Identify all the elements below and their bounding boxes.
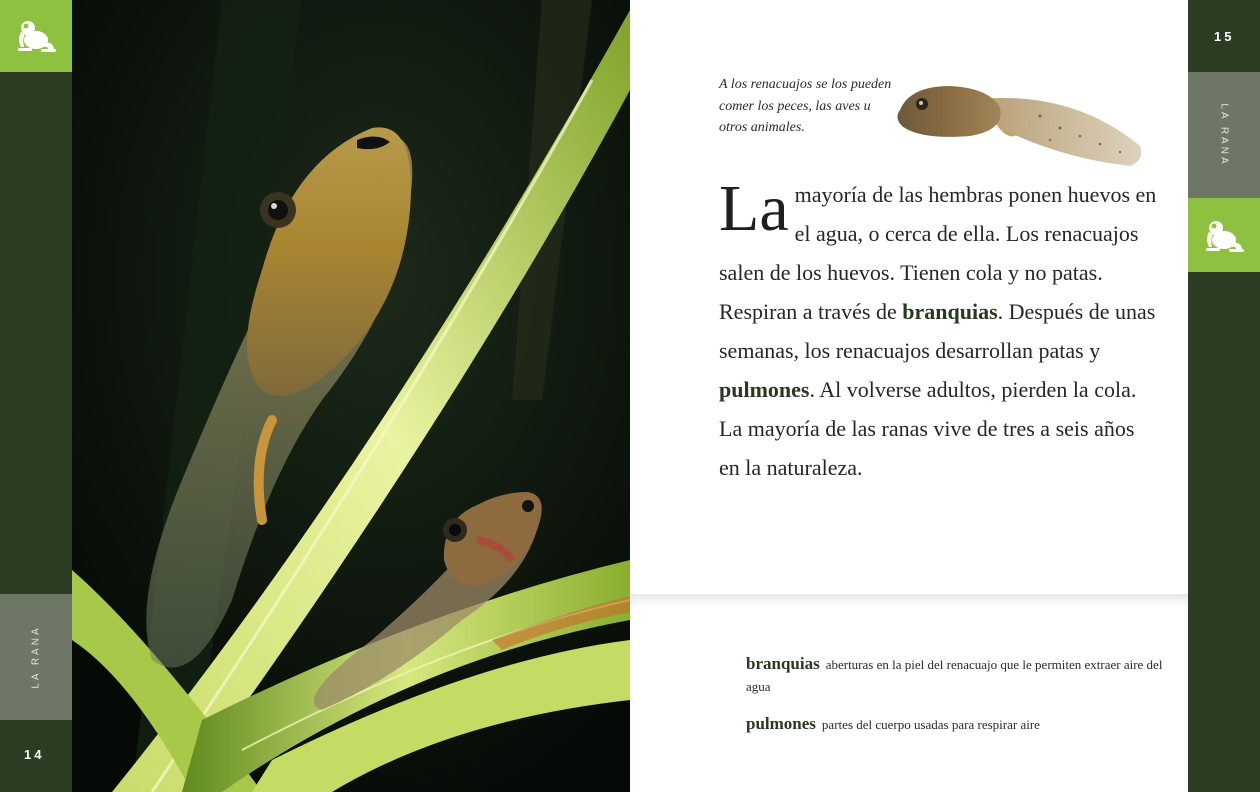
right-frog-icon-box bbox=[1188, 198, 1260, 272]
glossary-definition: partes del cuerpo usadas para respirar aire bbox=[821, 717, 1040, 732]
frog-icon bbox=[1203, 215, 1245, 255]
keyword-pulmones: pulmones bbox=[719, 377, 810, 402]
right-section-label: LA RANA bbox=[1218, 103, 1230, 167]
body-text-part-2: . Después de unas semanas, los renacuajos desarrollan patas y bbox=[719, 299, 1156, 363]
small-tadpole-image bbox=[890, 78, 1152, 178]
glossary-term: branquias bbox=[746, 654, 820, 673]
drop-cap: La bbox=[719, 172, 789, 245]
glossary-definition: aberturas en la piel del renacuajo que le permiten extraer aire del agua bbox=[746, 657, 1163, 694]
body-text-part-3: . Al volverse adultos, pierden la cola. La mayoría de las ranas vive de tres a seis años en la naturaleza. bbox=[719, 377, 1137, 480]
tadpole-photo bbox=[72, 0, 630, 792]
glossary-entry bbox=[746, 653, 1166, 698]
frog-icon bbox=[15, 15, 57, 55]
left-frog-icon-box bbox=[0, 0, 72, 72]
keyword-branquias: branquias bbox=[902, 299, 998, 324]
right-page-number: 15 bbox=[1214, 29, 1235, 44]
glossary-term: pulmones bbox=[746, 714, 816, 733]
tadpole-illustration bbox=[72, 0, 630, 792]
photo-caption: A los renacuajos se los pueden comer los peces, las aves u otros animales. bbox=[719, 77, 892, 135]
left-page-number: 14 bbox=[24, 747, 45, 762]
glossary-entry bbox=[746, 713, 1166, 736]
main-paragraph bbox=[719, 172, 1159, 487]
left-section-label: LA RANA bbox=[30, 625, 42, 689]
body-text-part-1: mayoría de las hembras ponen huevos en el agua, o cerca de ella. Los renacuajos salen de los huevos. Tienen cola y no patas. Respiran a través de bbox=[719, 182, 1157, 324]
